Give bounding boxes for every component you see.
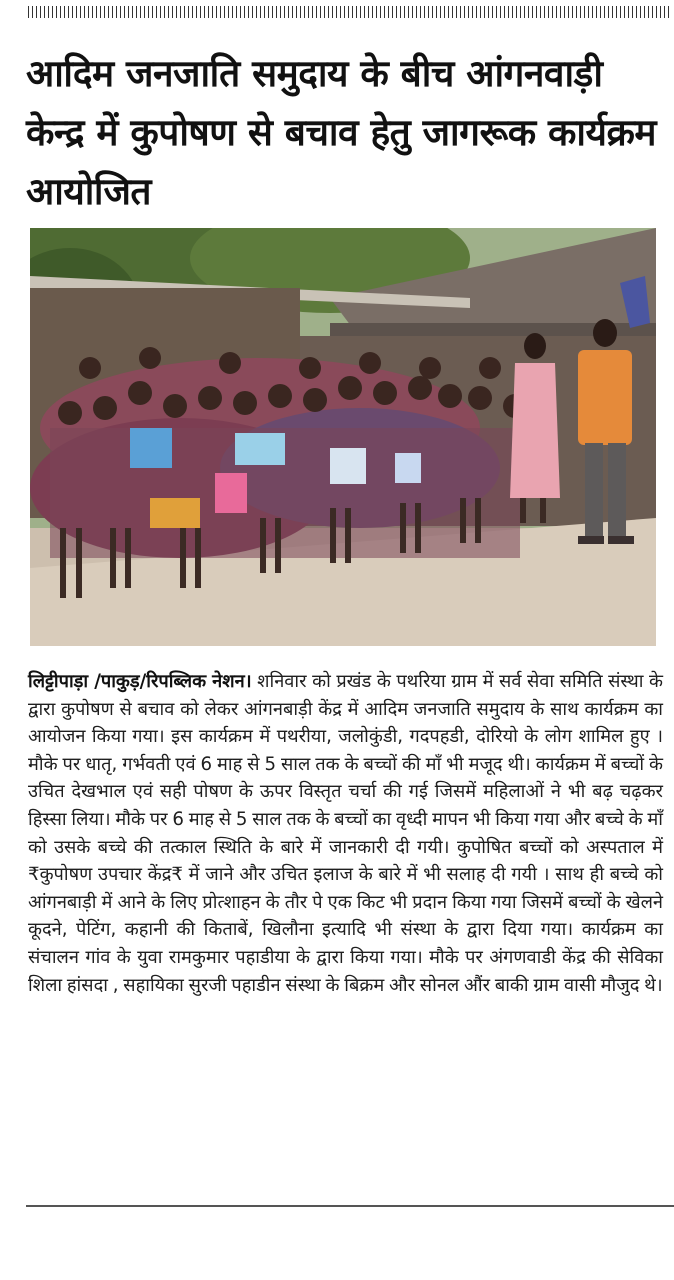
headline: आदिम जनजाति समुदाय के बीच आंगनवाड़ी केन्द्र में कुपोषण से बचाव हेतु जागरूक कार्यक्रम आयोजित: [26, 52, 657, 213]
article-text: शनिवार को प्रखंड के पथरिया ग्राम में सर्व सेवा समिति संस्था के द्वारा कुपोषण से बचाव को लेकर आंगनबाड़ी केंद्र में आदिम जनजाति समुदाय के साथ कार्यक्रम का आयोजन किया गया। इस कार्यक्रम में पथरीया, जलोकुंडी, गदपहडी, दोरियो के लोग शामिल हुए । मौके पर धातृ, गर्भवती एवं 6 माह से 5 साल तक के बच्चों की माँ भी मजूद थी। कार्यक्रम में बच्चों के उचित देखभाल एवं सही पोषण के ऊपर विस्तृत चर्चा की गई जिसमें महिलाओं ने भी बढ़ चढ़कर हिस्सा लिया। मौके पर 6 माह से 5 साल तक के बच्चों का वृध्दी मापन भी किया गया और बच्चे के माँ को उसके बच्चे की तत्काल स्थिति के बारे में जानकारी दी गयी। कुपोषित बच्चों को अस्पताल में ₹कुपोषण उपचार केंद्र₹ में जाने और उचित इलाज के बारे में भी सलाह दी गयी । साथ ही बच्चे को आंगनबाड़ी में आने के लिए प्रोत्शाहन के तौर पे एक किट भी प्रदान किया गया जिसमें बच्चों के खेलने कूदने, पेटिंग, कहानी की किताबें, खिलौना इत्यादि भी संस्था के द्वारा दिया गया। कार्यक्रम का संचालन गांव के युवा रामकुमार पहाडीया के द्वारा किया गया। मौके पर अंगणवाडी केंद्र की सेविका शिला हांसदा , सहायिका सुरजी पहाडीन संस्था के बिक्रम और सोनल औंर बाकी ग्राम वासी मौजुद थे।: [28, 671, 663, 996]
top-decorative-rule: [28, 6, 672, 18]
dateline: लिट्टीपाड़ा /पाकुड़/रिपब्लिक नेशन।: [28, 671, 252, 692]
news-photo: [30, 228, 656, 646]
article-body: [28, 668, 663, 999]
bottom-rule: [26, 1205, 674, 1207]
